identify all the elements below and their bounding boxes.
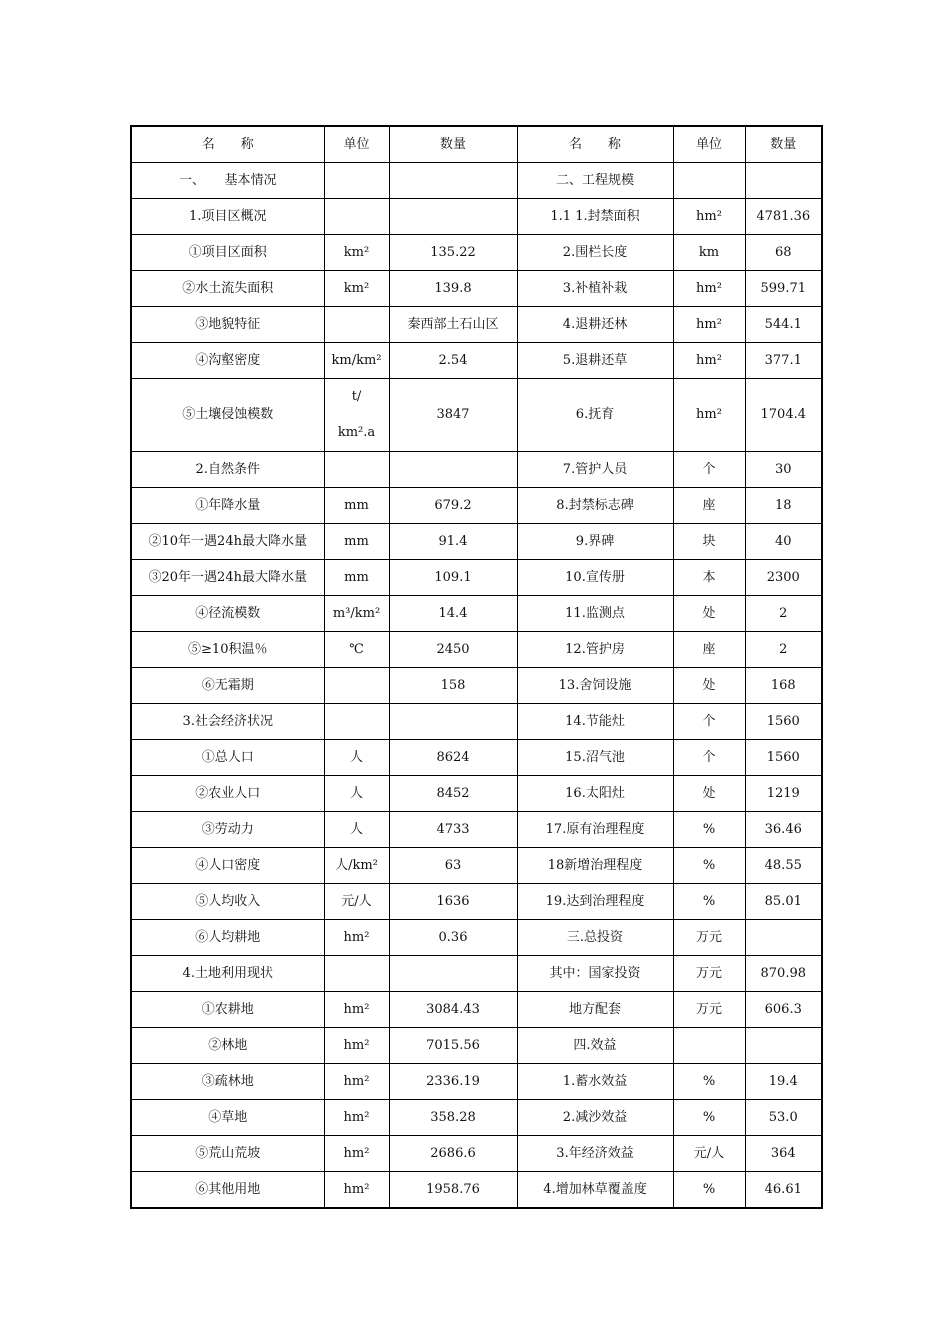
item-qty-2: 168	[745, 668, 822, 704]
item-name-2: 二、工程规模	[517, 163, 673, 199]
item-name-2: 三.总投资	[517, 920, 673, 956]
table-row	[131, 704, 822, 740]
item-unit: hm²	[324, 920, 389, 956]
item-qty: 2.54	[389, 343, 517, 379]
item-unit-2: 块	[673, 524, 745, 560]
item-unit-2: 万元	[673, 992, 745, 1028]
item-qty-2: 36.46	[745, 812, 822, 848]
item-qty: 1636	[389, 884, 517, 920]
item-unit-2: 万元	[673, 956, 745, 992]
item-unit	[324, 452, 389, 488]
item-name-2: 四.效益	[517, 1028, 673, 1064]
item-unit-2: 元/人	[673, 1136, 745, 1172]
item-qty: 2686.6	[389, 1136, 517, 1172]
item-name-2: 16.太阳灶	[517, 776, 673, 812]
header-qty-2: 数量	[745, 126, 822, 163]
table-row	[131, 524, 822, 560]
item-name: 3.社会经济状况	[131, 704, 324, 740]
item-unit: 元/人	[324, 884, 389, 920]
item-name-2: 14.节能灶	[517, 704, 673, 740]
item-unit: km²	[324, 271, 389, 307]
item-unit: hm²	[324, 992, 389, 1028]
item-name: ②农业人口	[131, 776, 324, 812]
item-qty: 3847	[389, 379, 517, 452]
item-unit: hm²	[324, 1064, 389, 1100]
table-row	[131, 452, 822, 488]
item-qty: 4733	[389, 812, 517, 848]
item-qty: 1958.76	[389, 1172, 517, 1209]
item-unit-2: hm²	[673, 307, 745, 343]
item-name-2: 7.管护人员	[517, 452, 673, 488]
item-name-2: 15.沼气池	[517, 740, 673, 776]
table-row	[131, 163, 822, 199]
item-qty	[389, 452, 517, 488]
item-name-2: 3.补植补栽	[517, 271, 673, 307]
item-name: 2.自然条件	[131, 452, 324, 488]
item-name-2: 9.界碑	[517, 524, 673, 560]
item-name: ②林地	[131, 1028, 324, 1064]
item-unit-2: 万元	[673, 920, 745, 956]
item-name-2: 5.退耕还草	[517, 343, 673, 379]
item-name-2: 2.减沙效益	[517, 1100, 673, 1136]
table-row	[131, 271, 822, 307]
table-row	[131, 668, 822, 704]
item-name: ④径流模数	[131, 596, 324, 632]
table-row	[131, 560, 822, 596]
item-qty: 14.4	[389, 596, 517, 632]
item-qty: 8452	[389, 776, 517, 812]
item-qty: 63	[389, 848, 517, 884]
item-qty-2: 1560	[745, 740, 822, 776]
table-row	[131, 632, 822, 668]
item-qty-2: 606.3	[745, 992, 822, 1028]
item-name: ③疏林地	[131, 1064, 324, 1100]
table-row	[131, 1064, 822, 1100]
header-name: 名 称	[131, 126, 324, 163]
item-unit: 人	[324, 776, 389, 812]
item-qty: 158	[389, 668, 517, 704]
item-name: 1.项目区概况	[131, 199, 324, 235]
item-qty	[389, 199, 517, 235]
item-unit: 人	[324, 740, 389, 776]
item-qty-2: 18	[745, 488, 822, 524]
item-name: ⑥其他用地	[131, 1172, 324, 1209]
item-unit-2: 处	[673, 596, 745, 632]
item-unit-2: 座	[673, 488, 745, 524]
item-unit-2: %	[673, 1172, 745, 1209]
item-unit-2: %	[673, 812, 745, 848]
table-row	[131, 199, 822, 235]
item-qty-2: 364	[745, 1136, 822, 1172]
item-name: ⑥无霜期	[131, 668, 324, 704]
item-name-2: 18新增治理程度	[517, 848, 673, 884]
item-unit-2: %	[673, 848, 745, 884]
item-unit: ℃	[324, 632, 389, 668]
item-name-2: 19.达到治理程度	[517, 884, 673, 920]
item-name-2: 10.宣传册	[517, 560, 673, 596]
table-row	[131, 848, 822, 884]
item-qty: 秦西部土石山区	[389, 307, 517, 343]
item-unit	[324, 704, 389, 740]
item-unit: mm	[324, 560, 389, 596]
table-row	[131, 235, 822, 271]
item-name: ⑤≥10积温％	[131, 632, 324, 668]
item-qty: 679.2	[389, 488, 517, 524]
header-unit-2: 单位	[673, 126, 745, 163]
item-name: ⑤荒山荒坡	[131, 1136, 324, 1172]
item-qty-2: 377.1	[745, 343, 822, 379]
item-unit: 人/km²	[324, 848, 389, 884]
item-name-2: 12.管护房	[517, 632, 673, 668]
item-unit-2: 处	[673, 668, 745, 704]
item-qty-2: 2300	[745, 560, 822, 596]
item-name-2: 地方配套	[517, 992, 673, 1028]
table-row	[131, 920, 822, 956]
item-name-2: 1.1 1.封禁面积	[517, 199, 673, 235]
item-unit: hm²	[324, 1172, 389, 1209]
item-unit	[324, 307, 389, 343]
item-unit-2	[673, 163, 745, 199]
item-qty: 3084.43	[389, 992, 517, 1028]
item-name-2: 13.舍饲设施	[517, 668, 673, 704]
item-qty	[389, 704, 517, 740]
item-unit-2: 个	[673, 740, 745, 776]
table-row	[131, 379, 822, 452]
item-qty-2: 85.01	[745, 884, 822, 920]
item-name: ⑥人均耕地	[131, 920, 324, 956]
item-name: ④人口密度	[131, 848, 324, 884]
item-unit-2: %	[673, 884, 745, 920]
item-name: ③劳动力	[131, 812, 324, 848]
item-name-2: 11.监测点	[517, 596, 673, 632]
item-name-2: 8.封禁标志碑	[517, 488, 673, 524]
item-name: ④沟壑密度	[131, 343, 324, 379]
item-name: ②10年一遇24h最大降水量	[131, 524, 324, 560]
item-qty-2	[745, 163, 822, 199]
table-row	[131, 1028, 822, 1064]
item-name: ⑤土壤侵蚀模数	[131, 379, 324, 452]
table-row	[131, 1136, 822, 1172]
table-row	[131, 488, 822, 524]
table-row	[131, 956, 822, 992]
item-name: ①项目区面积	[131, 235, 324, 271]
table-row	[131, 1100, 822, 1136]
table-row	[131, 307, 822, 343]
item-qty-2: 870.98	[745, 956, 822, 992]
item-unit: hm²	[324, 1028, 389, 1064]
item-qty	[389, 163, 517, 199]
item-qty-2: 19.4	[745, 1064, 822, 1100]
item-name-2: 17.原有治理程度	[517, 812, 673, 848]
item-qty: 0.36	[389, 920, 517, 956]
item-qty-2: 46.61	[745, 1172, 822, 1209]
item-qty-2: 599.71	[745, 271, 822, 307]
item-qty: 2450	[389, 632, 517, 668]
table-row	[131, 992, 822, 1028]
table-row	[131, 776, 822, 812]
item-unit: m³/km²	[324, 596, 389, 632]
item-name-2: 4.增加林草覆盖度	[517, 1172, 673, 1209]
item-unit: km²	[324, 235, 389, 271]
item-qty-2: 4781.36	[745, 199, 822, 235]
item-unit-2: 个	[673, 452, 745, 488]
project-summary-table	[130, 125, 823, 1209]
item-unit-2: %	[673, 1064, 745, 1100]
item-qty: 7015.56	[389, 1028, 517, 1064]
item-name-2: 6.抚育	[517, 379, 673, 452]
item-name-2: 其中：国家投资	[517, 956, 673, 992]
item-unit	[324, 199, 389, 235]
item-unit-2	[673, 1028, 745, 1064]
item-unit: t/ km².a	[324, 379, 389, 452]
item-unit-2: 个	[673, 704, 745, 740]
item-unit-2: hm²	[673, 199, 745, 235]
table-row	[131, 740, 822, 776]
item-name: ①年降水量	[131, 488, 324, 524]
item-unit-2: %	[673, 1100, 745, 1136]
item-qty-2: 48.55	[745, 848, 822, 884]
item-unit-2: hm²	[673, 379, 745, 452]
item-name: ③地貌特征	[131, 307, 324, 343]
item-unit	[324, 668, 389, 704]
item-unit	[324, 956, 389, 992]
item-name: ③20年一遇24h最大降水量	[131, 560, 324, 596]
item-qty: 91.4	[389, 524, 517, 560]
item-unit: hm²	[324, 1136, 389, 1172]
item-name-2: 2.围栏长度	[517, 235, 673, 271]
item-qty-2: 1704.4	[745, 379, 822, 452]
item-name-2: 3.年经济效益	[517, 1136, 673, 1172]
table-row	[131, 343, 822, 379]
header-row	[131, 126, 822, 163]
item-qty-2: 68	[745, 235, 822, 271]
item-name-2: 4.退耕还林	[517, 307, 673, 343]
item-name-2: 1.蓄水效益	[517, 1064, 673, 1100]
item-name: ①农耕地	[131, 992, 324, 1028]
table-row	[131, 1172, 822, 1209]
item-qty	[389, 956, 517, 992]
item-qty: 8624	[389, 740, 517, 776]
item-qty: 2336.19	[389, 1064, 517, 1100]
header-unit: 单位	[324, 126, 389, 163]
item-unit-2: 本	[673, 560, 745, 596]
item-qty: 139.8	[389, 271, 517, 307]
item-qty-2: 2	[745, 632, 822, 668]
item-qty-2: 2	[745, 596, 822, 632]
table-row	[131, 884, 822, 920]
item-qty-2: 544.1	[745, 307, 822, 343]
item-unit-2: 处	[673, 776, 745, 812]
item-unit: hm²	[324, 1100, 389, 1136]
item-qty-2	[745, 1028, 822, 1064]
table-row	[131, 812, 822, 848]
item-unit: mm	[324, 524, 389, 560]
item-unit	[324, 163, 389, 199]
item-unit-2: km	[673, 235, 745, 271]
item-unit-2: hm²	[673, 343, 745, 379]
item-qty-2: 1219	[745, 776, 822, 812]
item-name: ⑤人均收入	[131, 884, 324, 920]
item-qty-2: 1560	[745, 704, 822, 740]
item-unit: 人	[324, 812, 389, 848]
item-qty: 109.1	[389, 560, 517, 596]
header-name-2: 名 称	[517, 126, 673, 163]
item-qty-2: 40	[745, 524, 822, 560]
item-unit: km/km²	[324, 343, 389, 379]
item-qty-2: 30	[745, 452, 822, 488]
item-qty-2	[745, 920, 822, 956]
table-row	[131, 596, 822, 632]
item-qty: 358.28	[389, 1100, 517, 1136]
item-name: ①总人口	[131, 740, 324, 776]
item-qty-2: 53.0	[745, 1100, 822, 1136]
item-unit: mm	[324, 488, 389, 524]
item-qty: 135.22	[389, 235, 517, 271]
item-unit-2: hm²	[673, 271, 745, 307]
item-name: ④草地	[131, 1100, 324, 1136]
item-name: ②水土流失面积	[131, 271, 324, 307]
item-unit-2: 座	[673, 632, 745, 668]
item-name: 一、 基本情况	[131, 163, 324, 199]
header-qty: 数量	[389, 126, 517, 163]
item-name: 4.土地利用现状	[131, 956, 324, 992]
